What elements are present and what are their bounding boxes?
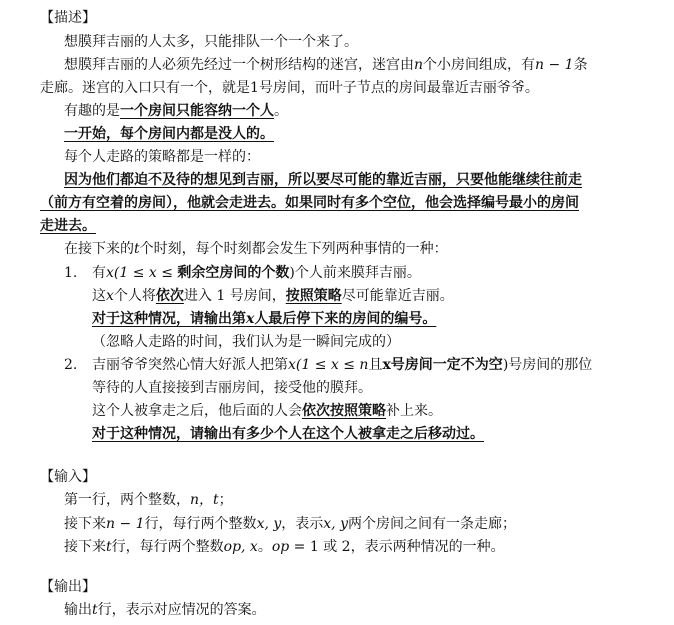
item-1-line3: 对于这种情况，请输出第x人最后停下来的房间的编号。: [92, 311, 437, 327]
output-line1: 输出t行，表示对应情况的答案。: [64, 602, 266, 618]
item-2-line4: 对于这种情况，请输出有多少个人在这个人被拿走之后移动过。: [92, 426, 484, 442]
describe-p2-line1: 想膜拜吉丽的人必须先经过一个树形结构的迷宫，迷宫由n个小房间组成，有n − 1条: [64, 57, 588, 73]
item-1-line1: 有x(1 ≤ x ≤ 剩余空房间的个数)个人前来膜拜吉丽。: [92, 265, 421, 281]
item-2-line1: 吉丽爷爷突然心情大好派人把第x(1 ≤ x ≤ n且x号房间一定不为空)号房间的那位: [92, 357, 593, 373]
item-2-line2: 等待的人直接接到吉丽房间，接受他的膜拜。: [92, 380, 372, 396]
describe-p6-line3: 走进去。: [40, 218, 96, 234]
section-output-heading: 【输出】: [40, 579, 96, 595]
input-line3: 接下来t行，每行两个整数op, x。op = 1 或 2，表示两种情况的一种。: [64, 539, 505, 555]
item-2-line3: 这个人被拿走之后，他后面的人会依次按照策略补上来。: [92, 403, 442, 419]
describe-p1: 想膜拜吉丽的人太多，只能排队一个一个来了。: [64, 34, 358, 50]
describe-p3: 有趣的是一个房间只能容纳一个人。: [64, 103, 288, 119]
item-1-line4: （忽略人走路的时间，我们认为是一瞬间完成的）: [92, 334, 400, 350]
item-1-line2: 这x个人将依次进入 1 号房间，按照策略尽可能靠近吉丽。: [92, 288, 454, 304]
section-input-heading: 【输入】: [40, 469, 96, 485]
describe-p5: 每个人走路的策略都是一样的：: [64, 149, 260, 165]
describe-p2-line2: 走廊。迷宫的入口只有一个，就是1号房间，而叶子节点的房间最靠近吉丽爷爷。: [40, 80, 539, 96]
describe-p6-line2: （前方有空着的房间），他就会走进去。如果同时有多个空位，他会选择编号最小的房间: [40, 195, 579, 211]
input-line1: 第一行，两个整数，n，t；: [64, 492, 233, 508]
describe-p7: 在接下来的t个时刻，每个时刻都会发生下列两种事情的一种：: [64, 241, 448, 257]
item-2-number: 2.: [64, 357, 78, 373]
describe-p6-line1: 因为他们都迫不及待的想见到吉丽，所以要尽可能的靠近吉丽，只要他能继续往前走: [64, 172, 582, 188]
describe-p4: 一开始，每个房间内都是没人的。: [64, 126, 274, 142]
item-1-number: 1.: [64, 265, 78, 281]
section-describe-heading: 【描述】: [40, 10, 96, 26]
input-line2: 接下来n − 1行，每行两个整数x, y，表示x, y两个房间之间有一条走廊；: [64, 516, 516, 532]
